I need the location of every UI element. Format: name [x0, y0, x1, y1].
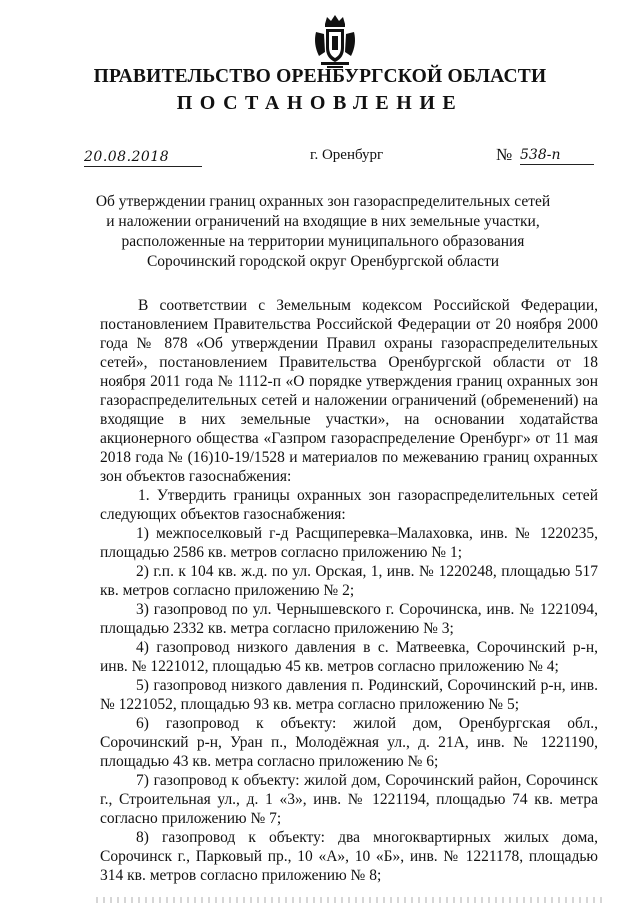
list-item: 6) газопровод к объекту: жилой дом, Оренбургская обл., Сорочинский р-н, Уран п., Молодёжная ул., д. 21А, инв. № 1221190, площадью 43 кв. метра согласно приложению № 6;: [100, 715, 598, 770]
document-type-title: ПОСТАНОВЛЕНИЕ: [176, 92, 464, 114]
subject-line: Сорочинский городской округ Оренбургской области: [146, 253, 500, 270]
page-edge-artifact: [96, 897, 606, 903]
subject-line: Об утверждении границ охранных зон газораспределительных сетей: [95, 193, 551, 210]
list-item: 8) газопровод к объекту: два многоквартирных жилых дома, Сорочинск г., Парковый пр., 10 «А», 10 «Б», инв. № 1221178, площадью 314 кв. метров согласно приложению № 8;: [100, 829, 598, 884]
list-item: 5) газопровод низкого давления п. Родинский, Сорочинский р-н, инв. № 1221052, площадью 93 кв. метра согласно приложению № 5;: [100, 677, 598, 713]
document-body: [100, 296, 598, 885]
list-item: 1) межпоселковый г-д Расщиперевка–Малаховка, инв. № 1220235, площадью 2586 кв. метров согласно приложению № 1;: [100, 525, 598, 561]
organization-title: ПРАВИТЕЛЬСТВО ОРЕНБУРГСКОЙ ОБЛАСТИ: [93, 66, 547, 87]
coat-of-arms-icon: [313, 14, 357, 70]
document-subject: [80, 192, 566, 272]
subject-line: и наложении ограничений на входящие в них земельные участки,: [106, 213, 540, 230]
subject-line: расположенные на территории муниципального образования: [121, 233, 525, 250]
document-city: г. Оренбург: [310, 147, 384, 163]
clause-1-paragraph: 1. Утвердить границы охранных зон газораспределительных сетей следующих объектов газоснабжения:: [100, 487, 598, 523]
list-item: 3) газопровод по ул. Чернышевского г. Сорочинска, инв. № 1221094, площадью 2332 кв. метра согласно приложению № 3;: [100, 601, 598, 637]
document-number: 538-п: [520, 147, 594, 165]
document-number-label: №: [496, 145, 513, 164]
list-item: 2) г.п. к 104 кв. ж.д. по ул. Орская, 1, инв. № 1220248, площадью 517 кв. метров согласно приложению № 2;: [100, 563, 598, 599]
preamble-paragraph: В соответствии с Земельным кодексом Российской Федерации, постановлением Правительства Российской Федерации от 20 ноября 2000 года № 878 «Об утверждении Правил охраны газораспределительных сетей», постановлением Правительства Оренбургской области от 18 ноября 2011 года № 1112-п «О порядке утверждения границ охранных зон газораспределительных сетей и наложении ограничений (обременений) на входящие в них земельные участки», на основании ходатайства акционерного общества «Газпром газораспределение Оренбург» от 11 мая 2018 года № (16)10-19/1528 и материалов по межеванию границ охранных зон объектов газоснабжения:: [100, 297, 598, 485]
document-date: 20.08.2018: [84, 149, 202, 167]
list-item: 4) газопровод низкого давления в с. Матвеевка, Сорочинский р-н, инв. № 1221012, площадью 45 кв. метров согласно приложению № 4;: [100, 639, 598, 675]
list-item: 7) газопровод к объекту: жилой дом, Сорочинский район, Сорочинск г., Строительная ул., д. 1 «3», инв. № 1221194, площадью 74 кв. метра согласно приложению № 7;: [100, 772, 598, 827]
